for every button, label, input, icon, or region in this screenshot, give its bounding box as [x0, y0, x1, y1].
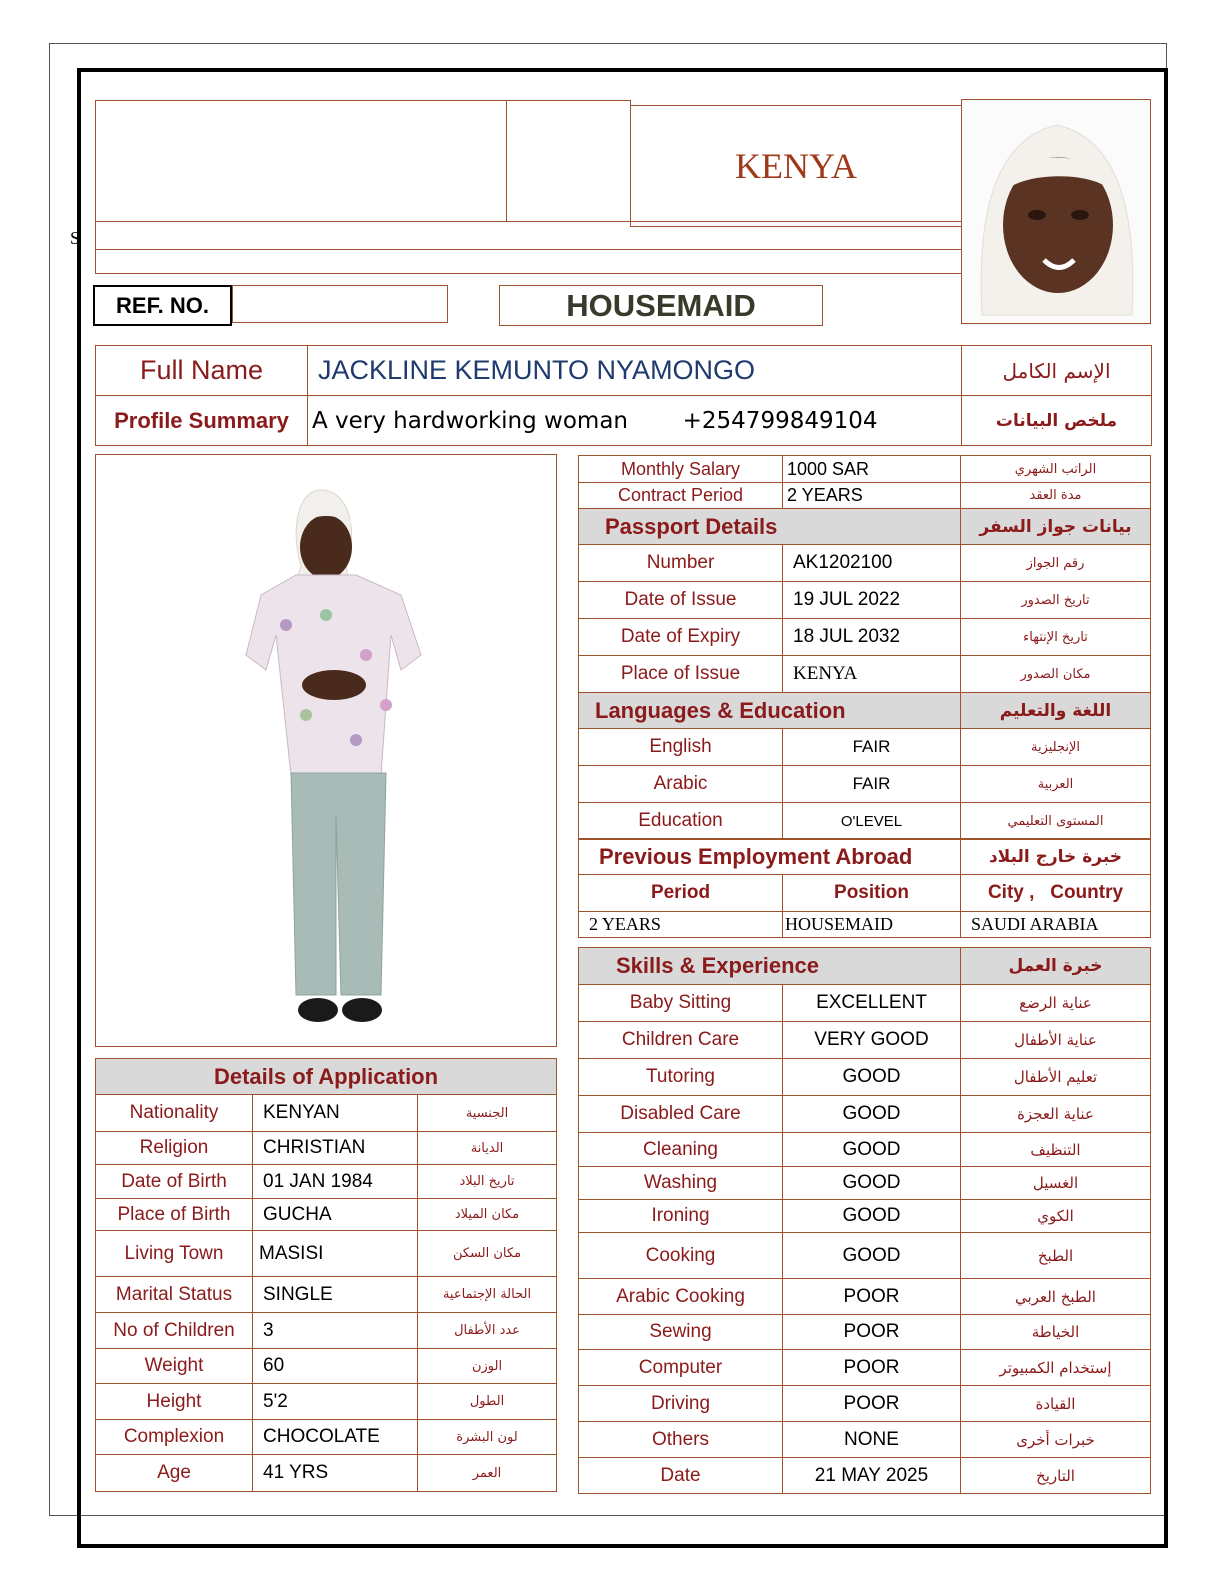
language-label: Arabic	[579, 766, 783, 803]
skill-arabic: الطبخ العربي	[961, 1279, 1151, 1315]
passport-label: Number	[579, 545, 783, 582]
skill-arabic: عناية العجزة	[961, 1096, 1151, 1133]
headshot-icon	[962, 100, 1151, 324]
ref-value-field	[232, 285, 448, 323]
application-label: Nationality	[96, 1095, 253, 1132]
languages-table	[578, 692, 1151, 840]
passport-value: KENYA	[783, 656, 961, 693]
application-value: 60	[253, 1349, 418, 1384]
employment-col-position: Position	[783, 875, 961, 912]
language-label: English	[579, 729, 783, 766]
languages-title: Languages & Education	[579, 693, 961, 729]
application-label: Date of Birth	[96, 1165, 253, 1199]
header-box-mid	[506, 100, 631, 222]
application-value: 3	[253, 1313, 418, 1349]
application-label: No of Children	[96, 1313, 253, 1349]
application-value: CHOCOLATE	[253, 1420, 418, 1455]
profile-summary-arabic: ملخص البيانات	[962, 396, 1152, 446]
skill-value: GOOD	[783, 1200, 961, 1233]
full-name-label: Full Name	[96, 346, 308, 396]
application-arabic: مكان السكن	[418, 1231, 557, 1277]
skill-value: POOR	[783, 1350, 961, 1386]
language-arabic: المستوى التعليمي	[961, 803, 1151, 840]
skill-value: NONE	[783, 1422, 961, 1458]
headshot-photo	[961, 99, 1151, 324]
application-value: MASISI	[253, 1231, 418, 1277]
skill-value: GOOD	[783, 1059, 961, 1096]
passport-arabic: مكان الصدور	[961, 656, 1151, 693]
skill-arabic: عناية الأطفال	[961, 1022, 1151, 1059]
application-arabic: الوزن	[418, 1349, 557, 1384]
language-arabic: العربية	[961, 766, 1151, 803]
application-arabic: تاريخ البلاد	[418, 1165, 557, 1199]
skill-value: EXCELLENT	[783, 985, 961, 1022]
application-table	[95, 1058, 557, 1492]
passport-arabic: رقم الجواز	[961, 545, 1151, 582]
skill-label: Cleaning	[579, 1133, 783, 1167]
application-label: Place of Birth	[96, 1199, 253, 1231]
skill-label: Date	[579, 1458, 783, 1494]
skill-value: POOR	[783, 1279, 961, 1315]
skill-value: GOOD	[783, 1167, 961, 1200]
contract-value: 1000 SAR	[783, 456, 961, 483]
passport-title: Passport Details	[579, 509, 961, 545]
employment-title: Previous Employment Abroad	[579, 839, 961, 875]
application-value: KENYAN	[253, 1095, 418, 1132]
application-arabic: مكان الميلاد	[418, 1199, 557, 1231]
full-name-value: JACKLINE KEMUNTO NYAMONGO	[308, 346, 962, 396]
employment-location: SAUDI ARABIA	[961, 912, 1151, 938]
application-arabic: العمر	[418, 1455, 557, 1492]
skills-title: Skills & Experience	[579, 948, 961, 985]
skill-label: Baby Sitting	[579, 985, 783, 1022]
skill-arabic: الغسيل	[961, 1167, 1151, 1200]
application-label: Weight	[96, 1349, 253, 1384]
full-name-arabic: الإسم الكامل	[962, 346, 1152, 396]
passport-value: 18 JUL 2032	[783, 619, 961, 656]
profile-summary-label: Profile Summary	[96, 396, 308, 446]
application-label: Religion	[96, 1132, 253, 1165]
skill-arabic: إستخدام الكمبيوتر	[961, 1350, 1151, 1386]
contract-label: Contract Period	[579, 483, 783, 509]
language-arabic: الإنجليزية	[961, 729, 1151, 766]
skill-label: Computer	[579, 1350, 783, 1386]
contract-table	[578, 455, 1151, 509]
skill-value: GOOD	[783, 1233, 961, 1279]
employment-position: HOUSEMAID	[783, 912, 961, 938]
passport-arabic: تاريخ الصدور	[961, 582, 1151, 619]
skill-value: 21 MAY 2025	[783, 1458, 961, 1494]
application-value: CHRISTIAN	[253, 1132, 418, 1165]
application-arabic: عدد الأطفال	[418, 1313, 557, 1349]
application-arabic: الحالة الإجتماعية	[418, 1277, 557, 1313]
stray-char: S	[70, 228, 81, 248]
employment-col-period: Period	[579, 875, 783, 912]
skill-label: Sewing	[579, 1315, 783, 1350]
contract-arabic: مدة العقد	[961, 483, 1151, 509]
application-arabic: لون البشرة	[418, 1420, 557, 1455]
passport-title-arabic: بيانات جواز السفر	[961, 509, 1151, 545]
passport-label: Place of Issue	[579, 656, 783, 693]
skills-table	[578, 947, 1151, 1494]
skill-value: POOR	[783, 1386, 961, 1422]
skill-label: Cooking	[579, 1233, 783, 1279]
country-name: KENYA	[735, 146, 857, 186]
phone-number: +254799849104	[682, 407, 878, 434]
skills-title-arabic: خبرة العمل	[961, 948, 1151, 985]
application-arabic: الطول	[418, 1384, 557, 1420]
application-arabic: الديانة	[418, 1132, 557, 1165]
application-title: Details of Application	[96, 1059, 557, 1095]
passport-arabic: تاريخ الإنتهاء	[961, 619, 1151, 656]
languages-title-arabic: اللغة والتعليم	[961, 693, 1151, 729]
skill-arabic: القيادة	[961, 1386, 1151, 1422]
skill-value: GOOD	[783, 1096, 961, 1133]
language-value: FAIR	[783, 766, 961, 803]
skill-arabic: الخياطة	[961, 1315, 1151, 1350]
skill-label: Disabled Care	[579, 1096, 783, 1133]
skill-arabic: الطبخ	[961, 1233, 1151, 1279]
passport-table	[578, 508, 1151, 693]
skill-label: Children Care	[579, 1022, 783, 1059]
skill-arabic: تعليم الأطفال	[961, 1059, 1151, 1096]
language-value: O'LEVEL	[783, 803, 961, 840]
passport-label: Date of Issue	[579, 582, 783, 619]
position-title: HOUSEMAID	[499, 285, 823, 326]
passport-value: AK1202100	[783, 545, 961, 582]
skill-value: POOR	[783, 1315, 961, 1350]
full-body-icon	[96, 455, 556, 1046]
ref-label: REF. NO.	[93, 285, 232, 326]
country-box	[630, 105, 962, 227]
skill-label: Driving	[579, 1386, 783, 1422]
application-value: 01 JAN 1984	[253, 1165, 418, 1199]
passport-value: 19 JUL 2022	[783, 582, 961, 619]
skill-value: VERY GOOD	[783, 1022, 961, 1059]
name-summary-table	[95, 345, 1152, 446]
skill-arabic: عناية الرضع	[961, 985, 1151, 1022]
skill-label: Ironing	[579, 1200, 783, 1233]
full-body-photo	[95, 454, 557, 1047]
header-strip-2	[95, 249, 962, 274]
passport-label: Date of Expiry	[579, 619, 783, 656]
skill-label: Others	[579, 1422, 783, 1458]
skill-arabic: التاريخ	[961, 1458, 1151, 1494]
application-label: Height	[96, 1384, 253, 1420]
contract-arabic: الراتب الشهري	[961, 456, 1151, 483]
application-value: 5'2	[253, 1384, 418, 1420]
application-label: Complexion	[96, 1420, 253, 1455]
application-arabic: الجنسية	[418, 1095, 557, 1132]
employment-period: 2 YEARS	[579, 912, 783, 938]
application-value: SINGLE	[253, 1277, 418, 1313]
profile-summary-value	[308, 396, 962, 446]
application-value: GUCHA	[253, 1199, 418, 1231]
application-label: Marital Status	[96, 1277, 253, 1313]
employment-title-arabic: خبرة خارج البلاد	[961, 839, 1151, 875]
contract-label: Monthly Salary	[579, 456, 783, 483]
employment-table	[578, 838, 1151, 938]
skill-label: Washing	[579, 1167, 783, 1200]
skill-arabic: خبرات أخرى	[961, 1422, 1151, 1458]
logo-box	[95, 100, 507, 222]
skill-arabic: الكوي	[961, 1200, 1151, 1233]
profile-summary-text: A very hardworking woman	[312, 407, 629, 434]
application-label: Living Town	[96, 1231, 253, 1277]
language-label: Education	[579, 803, 783, 840]
employment-col-location: City , Country	[961, 875, 1151, 912]
skill-value: GOOD	[783, 1133, 961, 1167]
application-value: 41 YRS	[253, 1455, 418, 1492]
language-value: FAIR	[783, 729, 961, 766]
skill-label: Tutoring	[579, 1059, 783, 1096]
skill-arabic: التنظيف	[961, 1133, 1151, 1167]
application-label: Age	[96, 1455, 253, 1492]
skill-label: Arabic Cooking	[579, 1279, 783, 1315]
contract-value: 2 YEARS	[783, 483, 961, 509]
